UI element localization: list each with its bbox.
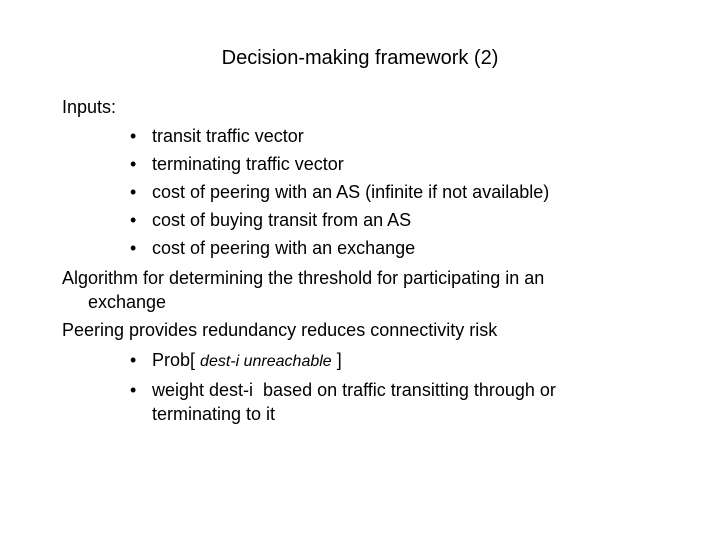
list-item: transit traffic vector	[152, 126, 304, 146]
weight-line-1: weight dest-i based on traffic transitting through or	[152, 380, 556, 400]
prob-prefix: Prob[	[152, 350, 196, 370]
page-title: Decision-making framework (2)	[221, 47, 499, 69]
bullet-icon: •	[130, 126, 137, 146]
list-item: terminating traffic vector	[152, 154, 344, 174]
bullet-icon: •	[130, 154, 137, 174]
bullet-icon: •	[130, 380, 137, 400]
list-item: cost of peering with an exchange	[152, 238, 416, 258]
prob-item	[152, 348, 342, 374]
weight-line-2: terminating to it	[152, 404, 276, 424]
prob-suffix: ]	[336, 350, 342, 370]
inputs-heading: Inputs:	[62, 97, 117, 117]
peering-heading: Peering provides redundancy reduces connectivity risk	[62, 320, 498, 340]
bullet-icon: •	[130, 350, 137, 370]
algorithm-line-1: Algorithm for determining the threshold for participating in an	[62, 268, 545, 288]
list-item: cost of peering with an AS (infinite if not available)	[152, 182, 550, 202]
list-item: cost of buying transit from an AS	[152, 210, 412, 230]
prob-term: dest-i unreachable	[200, 353, 332, 370]
algorithm-line-2: exchange	[88, 292, 167, 312]
bullet-icon: •	[130, 210, 137, 230]
bullet-icon: •	[130, 238, 137, 258]
bullet-icon: •	[130, 182, 137, 202]
